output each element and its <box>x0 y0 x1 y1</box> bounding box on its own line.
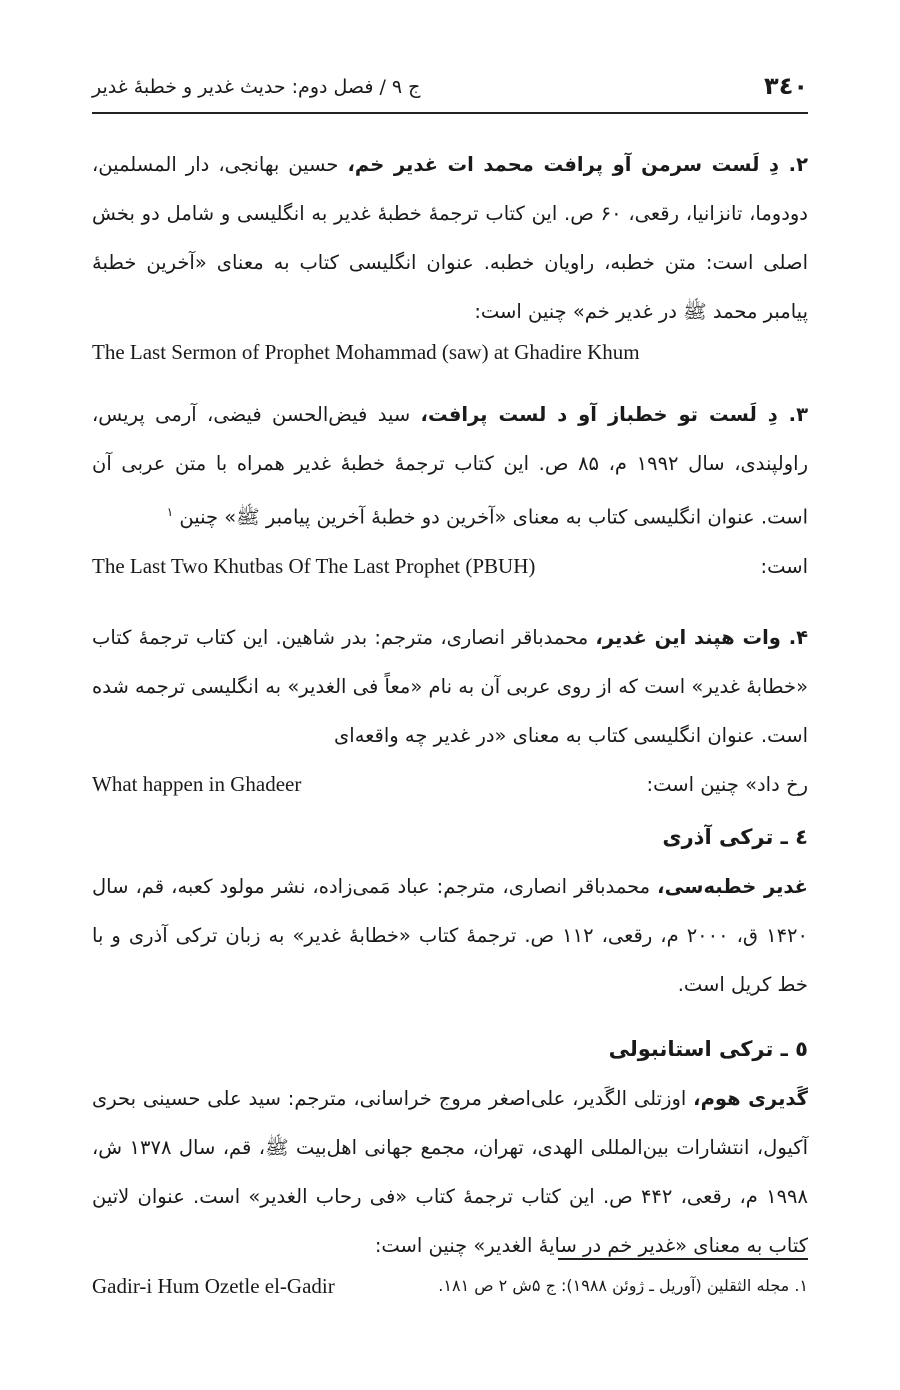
entry-istanbul-line-2: حسینی بحری آکیول، انتشارات بین‌المللی الهدی، تهران، مجمع جهانی اهل‌بیت ﷺ، <box>92 1086 808 1159</box>
entry-3 <box>92 390 808 542</box>
entry-4-title: ۴. وات هپند این غدیر، <box>595 625 809 649</box>
entry-2 <box>92 140 808 336</box>
entry-3-line-3: است. عنوان انگلیسی کتاب به معنای «آخرین دو خطبهٔ آخرین پیامبر ﷺ» چنین <box>179 505 808 529</box>
entry-4-line-2: ترجمهٔ کتاب «خطابهٔ غدیر» است که از روی عربی آن به نام «معاً فی الغدیر» به <box>92 625 809 698</box>
entry-4-line-1: محمدباقر انصاری، مترجم: بدر شاهین. این کتاب <box>195 625 596 649</box>
entry-istanbul-latin-title: Gadir-i Hum Ozetle el-Gadir <box>92 1273 335 1298</box>
entry-3-line-1: سید فیض‌الحسن فیضی، آرمی پریس، <box>92 403 421 426</box>
section-heading-azeri: ٤ ـ ترکی آذری <box>662 824 808 849</box>
entry-azeri-title: غدیر خطبه‌سی، <box>657 874 808 898</box>
entry-4-tail-text: رخ داد» چنین است: <box>646 772 808 796</box>
entry-2-latin-title: The Last Sermon of Prophet Mohammad (saw) at Ghadire Khum <box>92 340 640 364</box>
entry-istanbul <box>92 1074 808 1270</box>
entry-istanbul-line-4: الغدیر» است. عنوان لاتین کتاب به معنای «غدیر خم در سایهٔ الغدیر» چنین است: <box>92 1184 808 1257</box>
entry-azeri-line-2: سال ۱۴۲۰ ق، ۲۰۰۰ م، رقعی، ۱۱۲ ص. ترجمهٔ کتاب «خطابهٔ غدیر» به زبان ترکی <box>92 874 808 947</box>
page-header <box>92 68 808 114</box>
entry-azeri <box>92 862 808 1009</box>
entry-istanbul-line-1: اوزتلی الگَدیر، علی‌اصغر مروج خراسانی، مترجم: سید علی <box>207 1086 694 1110</box>
entry-azeri-line-3: آذری و با خط کریل است. <box>92 923 808 996</box>
entry-4 <box>92 613 808 760</box>
section-heading-istanbul: ٥ ـ ترکی استانبولی <box>608 1036 808 1061</box>
page-number: ٣٤٠ <box>764 72 808 100</box>
entry-2-line-1: حسین بهانجی، دار المسلمین، <box>92 153 348 176</box>
entry-2-line-2: دودوما، تانزانیا، رقعی، ۶۰ ص. این کتاب ترجمهٔ خطبهٔ غدیر به انگلیسی و شامل دو <box>141 202 808 225</box>
footnote-mark[interactable]: ۱ <box>166 505 174 519</box>
entry-3-latin-title: The Last Two Khutbas Of The Last Prophet (PBUH) <box>92 553 536 578</box>
entry-4-tail <box>92 760 808 809</box>
entry-4-latin-title: What happen in Ghadeer <box>92 771 302 796</box>
entry-3-line-2: راولپندی، سال ۱۹۹۲ م، ۸۵ ص. این کتاب ترجمهٔ خطبهٔ غدیر همراه با متن عربی آن <box>92 452 808 475</box>
entry-istanbul-line-3: قم، سال ۱۳۷۸ ش، ۱۹۹۸ م، رقعی، ۴۴۲ ص. این کتاب ترجمهٔ کتاب «فی رحاب <box>92 1135 808 1208</box>
entry-3-tail <box>92 542 808 591</box>
running-title: ج ۹ / فصل دوم: حدیث غدیر و خطبهٔ غدیر <box>92 76 421 98</box>
entry-3-title: ۳. دِ لَست تو خطباز آو د لست پرافت، <box>420 403 809 426</box>
entry-istanbul-title: گَدیری هوم، <box>693 1086 808 1110</box>
entry-4-line-3: انگلیسی ترجمه شده است. عنوان انگلیسی کتاب به معنای «در غدیر چه واقعه‌ای <box>92 674 808 747</box>
entry-2-title: ۲. دِ لَست سرمن آو پرافت محمد ات غدیر خم، <box>347 153 808 176</box>
footnote-divider <box>558 1258 808 1260</box>
entry-azeri-line-1: محمدباقر انصاری، مترجم: عباد مَمی‌زاده، نشر مولود کعبه، قم، <box>135 874 658 898</box>
page-body <box>92 140 808 1324</box>
footnote: ۱. مجله الثقلین (آوریل ـ ژوئن ۱۹۸۸): ج ۵ش ۲ ص ۱۸۱. <box>438 1276 808 1295</box>
entry-3-tail-text: است: <box>760 554 808 578</box>
entry-2-line-3: بخش اصلی است: متن خطبه، راویان خطبه. عنوان انگلیسی کتاب به معنای «آخرین <box>92 202 808 274</box>
entry-2-line-4: خطبهٔ پیامبر محمد ﷺ در غدیر خم» چنین است: <box>92 251 808 323</box>
